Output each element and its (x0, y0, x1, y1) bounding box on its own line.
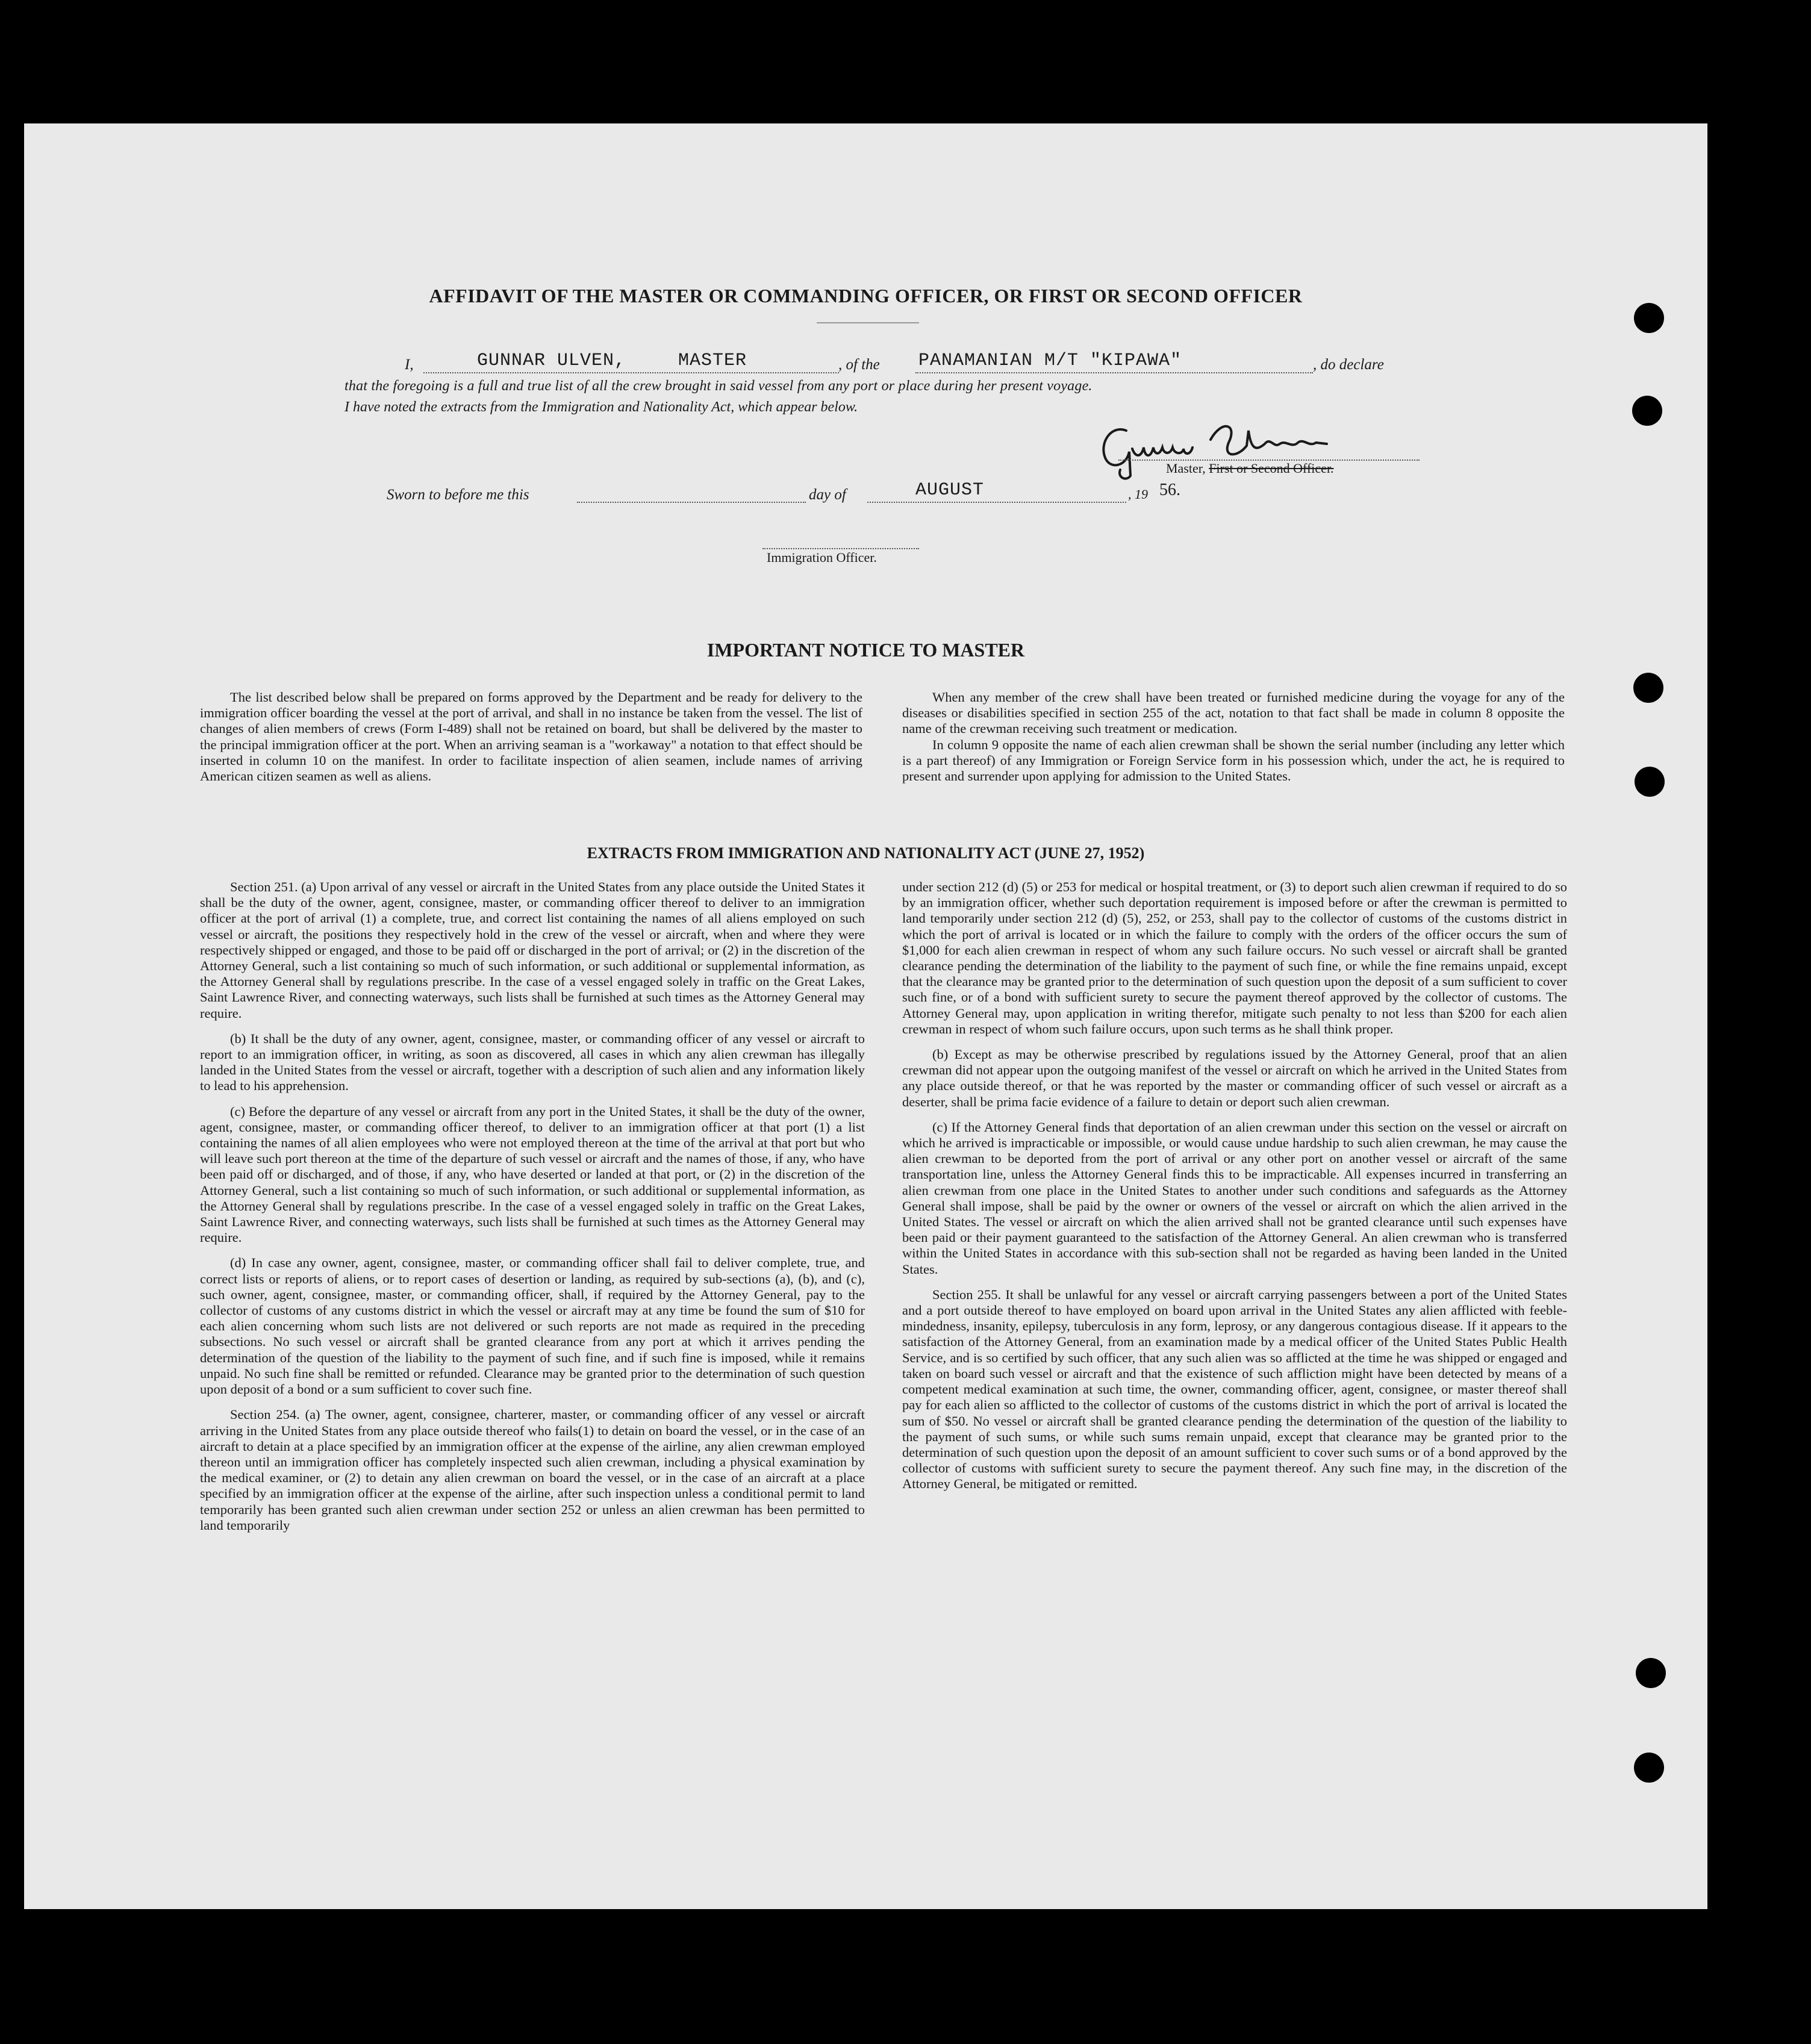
section-251-a: Section 251. (a) Upon arrival of any vessel or aircraft in the United States from any place outside the United States it shall be the duty of the owner, agent, consignee, master, or commanding officer thereof to deliver to an immigration officer at the port of arrival (1) a complete, true, and correct list containing the names of all aliens employed on such vessel or aircraft, the positions they respectively hold in the crew of the vessel or aircraft, when and where they were respectively shipped or engaged, and those to be paid off or discharged in the port of arrival; or (2) in the discretion of the Attorney General, such a list containing so much of such information, or such additional or supplemental information, as the Attorney General shall by regulations prescribe. In the case of a vessel engaged solely in traffic on the Great Lakes, Saint Lawrence River, and connecting waterways, such lists shall be furnished at such times as the Attorney General may require. (200, 879, 865, 1021)
extracts-left-column (200, 879, 865, 1543)
punch-hole (1634, 303, 1664, 333)
immigration-officer-label: Immigration Officer. (767, 550, 877, 565)
title-rule (817, 322, 919, 323)
declaration-line-3: I have noted the extracts from the Immigration and Nationality Act, which appear below. (344, 399, 858, 415)
declaration-i: I, (405, 357, 414, 373)
do-declare-text: , do declare (1313, 357, 1384, 373)
punch-hole (1633, 673, 1663, 703)
of-the-text: , of the (838, 357, 880, 373)
struck-officer-title: First or Second Officer. (1209, 461, 1334, 476)
day-of-text: day of (809, 487, 846, 503)
notice-title: IMPORTANT NOTICE TO MASTER (706, 639, 1025, 661)
name-line (423, 372, 839, 373)
section-251-b: (b) It shall be the duty of any owner, agent, consignee, master, or commanding officer of any vessel or aircraft to report to an immigration officer, in writing, as soon as discovered, all cases in which any alien crewman has illegally landed in the United States from the vessel or aircraft, together with a description of such alien and any information likely to lead to his apprehension. (200, 1030, 865, 1094)
extracts-right-column (902, 879, 1567, 1502)
affidavit-title: AFFIDAVIT OF THE MASTER OR COMMANDING OFFICER, OR FIRST OR SECOND OFFICER (429, 285, 1303, 307)
notice-left-paragraph: The list described below shall be prepared on forms approved by the Department and be ready for delivery to the immigration officer boarding the vessel at the port of arrival, and shall in no instance be taken from the vessel. The list of changes of alien members of crews (Form I-489) shall not be retained on board, but shall be delivered by the master to the principal immigration officer at the port. When an arriving seaman is a "workaway" a notation to that effect should be inserted in column 10 on the manifest. In order to facilitate inspection of alien seamen, include names of arriving American citizen seamen as well as aliens. (200, 690, 862, 784)
notice-right-paragraph-1: When any member of the crew shall have been treated or furnished medicine during the voyage for any of the diseases or disabilities specified in section 255 of the act, notation to that fact shall be made in column 8 opposite the name of the crewman receiving such treatment or medication. (902, 690, 1565, 737)
sworn-date-line (577, 502, 806, 503)
punch-hole (1632, 396, 1662, 426)
master-label (1166, 461, 1334, 476)
master-title: Master, (1166, 461, 1206, 476)
section-254-a: Section 254. (a) The owner, agent, consignee, charterer, master, or commanding officer of any vessel or aircraft arriving in the United States from any place outside thereof who fails(1) to detain on board the vessel, or in the case of an aircraft to detain at a place specified by an immigration officer at the expense of the airline, any alien crewman employed thereon until an immigration officer has completely inspected such alien crewman, including a physical examination by the medical examiner, or (2) to detain any alien crewman on board the vessel, or in the case of an aircraft at a place specified by an immigration officer at the expense of the airline, after such inspection unless a conditional permit to land temporarily has been granted such alien crewman under section 252 or unless an alien crewman has been permitted to land temporarily (200, 1407, 865, 1533)
punch-hole (1636, 1658, 1666, 1688)
sworn-month: AUGUST (915, 480, 985, 500)
immigration-officer-line (762, 548, 919, 549)
notice-right-paragraph-2: In column 9 opposite the name of each alien crewman shall be shown the serial number (including any letter which is a part thereof) of any Immigration or Foreign Service form in his possession which, under the act, he is required to present and surrender upon applying for admission to the United States. (902, 737, 1565, 784)
punch-hole (1634, 1753, 1664, 1783)
extracts-title: EXTRACTS FROM IMMIGRATION AND NATIONALITY ACT (JUNE 27, 1952) (587, 844, 1145, 862)
declaration-line-2: that the foregoing is a full and true list of all the crew brought in said vessel from any port or place during her present voyage. (344, 378, 1093, 394)
notice-right-column (902, 690, 1565, 784)
vessel-name: PANAMANIAN M/T "KIPAWA" (918, 351, 1182, 371)
notice-left-column (200, 690, 862, 784)
punch-hole (1635, 767, 1665, 797)
year-suffix: 56. (1159, 481, 1180, 499)
document-page (24, 123, 1707, 1909)
section-251-d: (d) In case any owner, agent, consignee, master, or commanding officer shall fail to deliver complete, true, and correct lists or reports of aliens, or to report cases of desertion or landing, as required by sub-sections (a), (b), and (c), such owner, agent, consignee, master, or commanding officer, shall, if required by the Attorney General, pay to the collector of customs of any customs district in which the vessel or aircraft may at any time be found the sum of $10 for each alien concerning whom such lists are not delivered or such reports are not made as required in the preceding subsections. No such vessel or aircraft shall be granted clearance from any port at which it arrives pending the determination of the question of the liability to the payment of such fine, and if such fine is imposed, while it remains unpaid. No such fine shall be remitted or refunded. Clearance may be granted prior to the determination of such question upon deposit of a bond or a sum sufficient to cover such fine. (200, 1255, 865, 1397)
month-line (867, 502, 1126, 503)
section-254-c: (c) If the Attorney General finds that deportation of an alien crewman under this section on the vessel or aircraft on which he arrived is impracticable or impossible, or would cause undue hardship to such alien crewman, he may cause the alien crewman to be deported from the port of arrival or any other port on another vessel or aircraft of the same transportation line, unless the Attorney General finds this to be impracticable. All expenses incurred in transferring an alien crewman from one place in the United States to another under such conditions and safeguards as the Attorney General shall impose, shall be paid by the owner or owners of the vessel or aircraft on which the alien arrived in the United States. The vessel or aircraft on which the alien arrived shall not be granted clearance until such expenses have been paid or their payment guaranteed to the satisfaction of the Attorney General. An alien crewman who is transferred within the United States in accordance with this sub-section shall not be regarded as having been landed in the United States. (902, 1119, 1567, 1277)
year-prefix: , 19 (1128, 487, 1148, 502)
master-name: GUNNAR ULVEN, (477, 351, 626, 371)
sworn-text: Sworn to before me this (387, 487, 529, 503)
section-255: Section 255. It shall be unlawful for any vessel or aircraft carrying passengers between a port of the United States and a port outside thereof to have employed on board upon arrival in the United States any alien afflicted with feeble-mindedness, insanity, epilepsy, tuberculosis in any form, leprosy, or any dangerous contagious disease. If it appears to the satisfaction of the Attorney General, from an examination made by a medical officer of the United States Public Health Service, and is so certified by such officer, that any such alien was so afflicted at the time he was shipped or engaged and taken on board such vessel or aircraft and that the existence of such affliction might have been detected by means of a competent medical examination at such time, the owner, commanding officer, agent, consignee, or master thereof shall pay for each alien so afflicted to the collector of customs of the customs district in which the port of arrival is located the sum of $50. No vessel or aircraft shall be granted clearance pending the determination of the question of the liability to the payment of such sums, or while such sums remain unpaid, except that clearance may be granted prior to the determination of such question upon the deposit of an amount sufficient to cover such sums or of a bond approved by the collector of customs with sufficient surety to secure the payment thereof. Any such fine may, in the discretion of the Attorney General, be mitigated or remitted. (902, 1286, 1567, 1492)
section-254-a-cont: under section 212 (d) (5) or 253 for medical or hospital treatment, or (3) to deport such alien crewman if required to do so by an immigration officer, whether such deportation requirement is imposed before or after the crewman is permitted to land temporarily under section 212 (d) (5), 252, or 253, shall pay to the collector of customs of the customs district in which the port of arrival is located or in which the failure to comply with the orders of the officer occurs the sum of $1,000 for each alien crewman in respect of whom any such failure occurs. No such vessel or aircraft shall be granted clearance pending the determination of the liability to the payment of such fine, or while the fine remains unpaid, except that the clearance may be granted prior to the determination of such question upon the deposit of a sum sufficient to cover such fine, or of a bond with sufficient surety to secure the payment thereof approved by the collector of customs. The Attorney General may, upon application in writing therefor, mitigate such penalty to not less than $200 for each alien crewman in respect of whom such failure occurs, upon such terms as he shall think proper. (902, 879, 1567, 1036)
vessel-line (915, 372, 1313, 373)
master-rank: MASTER (678, 351, 747, 371)
section-251-c: (c) Before the departure of any vessel or aircraft from any port in the United States, it shall be the duty of the owner, agent, consignee, master, or commanding officer thereof, to deliver to an immigration officer at that port (1) a list containing the names of all alien employees who were not employed thereon at the time of the arrival at that port but who will leave such port thereon at the time of the departure of such vessel or aircraft and the names of those, if any, who have been paid off or discharged, and of those, if any, who have deserted or landed at that port, or (2) in the discretion of the Attorney General, such a list containing so much of such information, or such additional or supplemental information, as the Attorney General shall by regulations prescribe. In the case of a vessel engaged solely in traffic on the Great Lakes, Saint Lawrence River, and connecting waterways, such lists shall be furnished at such times as the Attorney General may require. (200, 1103, 865, 1245)
section-254-b: (b) Except as may be otherwise prescribed by regulations issued by the Attorney General, proof that an alien crewman did not appear upon the outgoing manifest of the vessel or aircraft on which he arrived in the United States from any place outside thereof, or that he was reported by the master or commanding officer of such vessel or aircraft as a deserter, shall be prima facie evidence of a failure to detain or deport such alien crewman. (902, 1047, 1567, 1109)
